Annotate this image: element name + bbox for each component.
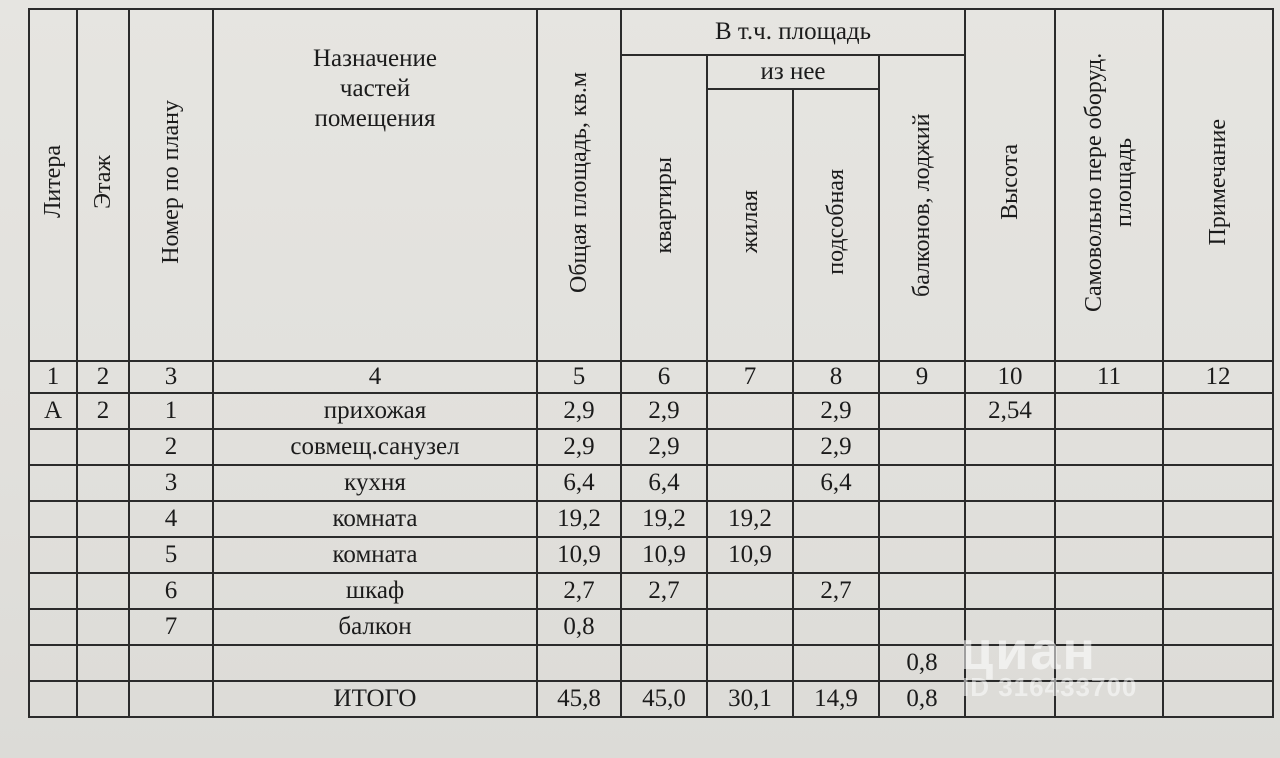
cell-total: 19,2	[537, 501, 621, 537]
table-row	[29, 501, 1273, 537]
cell-litera	[29, 645, 77, 681]
cell-name: совмещ.санузел	[213, 429, 537, 465]
watermark-id: ID 316433700	[962, 672, 1138, 702]
cell-zhil: 30,1	[707, 681, 793, 717]
cell-kv	[621, 645, 707, 681]
cell-balk: 0,8	[879, 681, 965, 717]
cell-vys	[965, 573, 1055, 609]
cell-litera	[29, 573, 77, 609]
cell-kv: 45,0	[621, 681, 707, 717]
cell-etazh: 2	[77, 393, 129, 429]
cell-prim	[1163, 465, 1273, 501]
col-num: 1	[29, 361, 77, 393]
cell-nomer: 2	[129, 429, 213, 465]
cell-prim	[1163, 573, 1273, 609]
cell-prim	[1163, 681, 1273, 717]
cell-kv: 2,9	[621, 393, 707, 429]
cell-zhil: 10,9	[707, 537, 793, 573]
cell-name: ИТОГО	[213, 681, 537, 717]
cell-prim	[1163, 429, 1273, 465]
cell-samov	[1055, 645, 1163, 681]
cell-nomer: 6	[129, 573, 213, 609]
cell-balk	[879, 573, 965, 609]
header-primechanie: Примечание	[1163, 9, 1273, 361]
cell-zhil: 19,2	[707, 501, 793, 537]
cell-samov	[1055, 501, 1163, 537]
cell-samov	[1055, 681, 1163, 717]
cell-etazh	[77, 501, 129, 537]
table-row	[29, 393, 1273, 429]
watermark-brand: циан	[960, 621, 1098, 681]
col-num: 12	[1163, 361, 1273, 393]
col-num: 8	[793, 361, 879, 393]
col-num: 2	[77, 361, 129, 393]
cell-prim	[1163, 501, 1273, 537]
cell-litera: А	[29, 393, 77, 429]
cell-nomer	[129, 645, 213, 681]
cell-pods	[793, 537, 879, 573]
cell-vys	[965, 537, 1055, 573]
cell-kv: 6,4	[621, 465, 707, 501]
cell-name: комната	[213, 537, 537, 573]
cell-name: комната	[213, 501, 537, 537]
col-num: 5	[537, 361, 621, 393]
cell-etazh	[77, 609, 129, 645]
header-zhilaya: жилая	[707, 89, 793, 361]
col-num: 7	[707, 361, 793, 393]
cell-balk: 0,8	[879, 645, 965, 681]
cell-zhil	[707, 609, 793, 645]
cell-zhil	[707, 465, 793, 501]
cell-total: 2,9	[537, 429, 621, 465]
cell-kv	[621, 609, 707, 645]
area-table	[28, 8, 1274, 718]
col-num: 4	[213, 361, 537, 393]
cell-name	[213, 645, 537, 681]
header-samovolno: Самовольно пере оборуд. площадь	[1055, 9, 1163, 361]
header-naznachenie: Назначение частей помещения	[213, 9, 537, 361]
table-row	[29, 429, 1273, 465]
cell-name: кухня	[213, 465, 537, 501]
header-etazh: Этаж	[77, 9, 129, 361]
cell-pods: 2,9	[793, 429, 879, 465]
cell-etazh	[77, 429, 129, 465]
table-row-total	[29, 681, 1273, 717]
cell-vys	[965, 465, 1055, 501]
cell-pods	[793, 645, 879, 681]
cell-samov	[1055, 465, 1163, 501]
cell-zhil	[707, 429, 793, 465]
cell-balk	[879, 465, 965, 501]
header-podsobnaya: подсобная	[793, 89, 879, 361]
table-row	[29, 537, 1273, 573]
cell-total: 2,9	[537, 393, 621, 429]
cell-pods: 2,9	[793, 393, 879, 429]
col-num: 6	[621, 361, 707, 393]
header-nomer: Номер по плану	[129, 9, 213, 361]
cell-nomer	[129, 681, 213, 717]
table-row	[29, 609, 1273, 645]
cell-samov	[1055, 573, 1163, 609]
table-row	[29, 465, 1273, 501]
cell-zhil	[707, 645, 793, 681]
cell-balk	[879, 537, 965, 573]
cell-pods: 14,9	[793, 681, 879, 717]
column-numbers-row	[29, 361, 1273, 393]
cell-prim	[1163, 537, 1273, 573]
header-vysota: Высота	[965, 9, 1055, 361]
cell-kv: 19,2	[621, 501, 707, 537]
cell-kv: 2,7	[621, 573, 707, 609]
cell-balk	[879, 429, 965, 465]
cell-total	[537, 645, 621, 681]
cell-vys	[965, 645, 1055, 681]
table-row	[29, 645, 1273, 681]
header-iz-nee: из нее	[707, 55, 879, 89]
cell-nomer: 1	[129, 393, 213, 429]
col-num: 11	[1055, 361, 1163, 393]
cell-litera	[29, 537, 77, 573]
cell-name: шкаф	[213, 573, 537, 609]
cell-total: 6,4	[537, 465, 621, 501]
cell-samov	[1055, 609, 1163, 645]
cell-pods	[793, 609, 879, 645]
cell-samov	[1055, 393, 1163, 429]
cell-pods	[793, 501, 879, 537]
cell-pods: 6,4	[793, 465, 879, 501]
cell-litera	[29, 681, 77, 717]
cell-total: 0,8	[537, 609, 621, 645]
cell-zhil	[707, 573, 793, 609]
cell-kv: 2,9	[621, 429, 707, 465]
cell-total: 45,8	[537, 681, 621, 717]
cell-nomer: 4	[129, 501, 213, 537]
header-kvartiry: квартиры	[621, 55, 707, 361]
cell-vys	[965, 501, 1055, 537]
col-num: 9	[879, 361, 965, 393]
cell-litera	[29, 609, 77, 645]
cell-balk	[879, 609, 965, 645]
cell-vys	[965, 429, 1055, 465]
cell-name: прихожая	[213, 393, 537, 429]
col-num: 10	[965, 361, 1055, 393]
header-litera: Литера	[29, 9, 77, 361]
cell-balk	[879, 393, 965, 429]
cell-etazh	[77, 537, 129, 573]
cell-kv: 10,9	[621, 537, 707, 573]
cell-total: 10,9	[537, 537, 621, 573]
cell-etazh	[77, 681, 129, 717]
cell-balk	[879, 501, 965, 537]
header-balkonov: балконов, лоджий	[879, 55, 965, 361]
cell-etazh	[77, 465, 129, 501]
cell-prim	[1163, 393, 1273, 429]
cell-litera	[29, 465, 77, 501]
cell-vys	[965, 609, 1055, 645]
cell-prim	[1163, 609, 1273, 645]
cell-vys: 2,54	[965, 393, 1055, 429]
col-num: 3	[129, 361, 213, 393]
cell-nomer: 3	[129, 465, 213, 501]
cell-etazh	[77, 573, 129, 609]
table-row	[29, 573, 1273, 609]
cell-nomer: 7	[129, 609, 213, 645]
cell-pods: 2,7	[793, 573, 879, 609]
cell-total: 2,7	[537, 573, 621, 609]
cell-samov	[1055, 429, 1163, 465]
cell-litera	[29, 429, 77, 465]
cell-litera	[29, 501, 77, 537]
cell-etazh	[77, 645, 129, 681]
header-obshaya: Общая площадь, кв.м	[537, 9, 621, 361]
cell-vys	[965, 681, 1055, 717]
header-vtch: В т.ч. площадь	[621, 9, 965, 55]
cell-samov	[1055, 537, 1163, 573]
cell-nomer: 5	[129, 537, 213, 573]
cell-name: балкон	[213, 609, 537, 645]
cell-prim	[1163, 645, 1273, 681]
cell-zhil	[707, 393, 793, 429]
